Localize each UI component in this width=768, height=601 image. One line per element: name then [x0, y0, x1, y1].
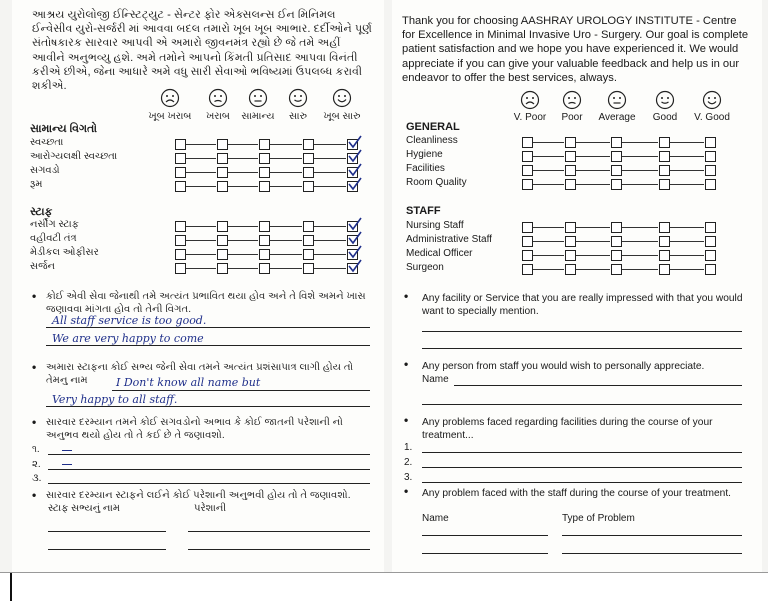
dotted-connector: [314, 226, 346, 227]
dotted-connector: [228, 254, 258, 255]
rating-checkbox[interactable]: [611, 165, 622, 176]
answer-line[interactable]: [422, 348, 742, 349]
rating-checkbox[interactable]: [175, 249, 186, 260]
rating-label-very-poor: V. Poor: [513, 112, 547, 123]
dotted-connector: [670, 269, 704, 270]
answer-line[interactable]: [48, 454, 370, 455]
rating-checkbox[interactable]: [175, 167, 186, 178]
rating-checkbox[interactable]: [611, 222, 622, 233]
general-section-title: સામાન્ય વિગતો: [30, 123, 98, 135]
bullet: •: [404, 289, 409, 303]
dotted-connector: [622, 269, 658, 270]
dotted-connector: [670, 142, 704, 143]
rating-checkbox[interactable]: [303, 167, 314, 178]
rating-checkbox[interactable]: [522, 137, 533, 148]
neutral-face-icon: [248, 88, 268, 108]
dotted-connector: [186, 254, 216, 255]
sad-face-icon: [562, 90, 582, 110]
rating-checkbox[interactable]: [303, 153, 314, 164]
rating-checkbox[interactable]: [659, 264, 670, 275]
dotted-connector: [576, 156, 610, 157]
dotted-connector: [622, 170, 658, 171]
rating-checkbox[interactable]: [565, 236, 576, 247]
handwritten-check-mark: [347, 258, 363, 279]
bullet: •: [404, 413, 409, 427]
dotted-connector: [228, 268, 258, 269]
rating-checkbox[interactable]: [217, 139, 228, 150]
row-label-nursing-staff: નર્સીંગ સ્ટાફ: [30, 219, 79, 230]
rating-checkbox[interactable]: [303, 263, 314, 274]
rating-checkbox[interactable]: [705, 236, 716, 247]
dotted-connector: [186, 172, 216, 173]
staff-section-title: સ્ટાફ: [30, 206, 53, 218]
rating-checkbox[interactable]: [611, 250, 622, 261]
rating-label-good: સારુ: [289, 111, 307, 122]
dotted-connector: [670, 227, 704, 228]
rating-checkbox[interactable]: [705, 165, 716, 176]
rating-checkbox[interactable]: [303, 249, 314, 260]
answer-line[interactable]: [46, 345, 370, 346]
dotted-connector: [314, 158, 346, 159]
name-label: Name: [422, 374, 449, 385]
english-page: [392, 0, 762, 572]
dotted-connector: [270, 158, 302, 159]
intro-text-gujarati: આશ્રય યુરોલોજી ઈન્સ્ટિટ્યુટ - સેન્ટર ફોર એક્સલન્સ ઈન મિનિમલ ઈન્વેસીવ યુરો-સર્જરી માં આવવા બદલ તમારો ખૂબ ખૂબ આભાર. દર્દીઓને પૂર્ણ સંતોષકારક સારવાર આપવી એ અમારો જીવનમંત્ર રહ્યો છે જે તમે અહીં આવીને અનુભવ્યુ હશે. અમે તમોને આપનો કિંમતી પ્રતિસાદ આપવા વિનંતી કરીએ છીએ, જેના આધારે અમે વધુ સારી સેવાઓ ભવિષ્યમાં ઉપલબ્ધ કરાવી શકીએ.: [32, 9, 372, 93]
rating-checkbox[interactable]: [611, 264, 622, 275]
answer-line[interactable]: [422, 404, 742, 405]
rating-checkbox[interactable]: [303, 139, 314, 150]
happy-face-icon: [655, 90, 675, 110]
answer-line[interactable]: [112, 390, 370, 391]
rating-checkbox[interactable]: [259, 181, 270, 192]
answer-line[interactable]: [48, 549, 166, 550]
row-label-facilities: સગવડો: [30, 165, 60, 176]
rating-checkbox[interactable]: [611, 236, 622, 247]
row-label-room: રૂમ: [30, 179, 43, 190]
list-number: ૩.: [32, 473, 42, 484]
dotted-connector: [228, 240, 258, 241]
dotted-connector: [186, 158, 216, 159]
dotted-connector: [270, 240, 302, 241]
rating-checkbox[interactable]: [175, 263, 186, 274]
dotted-connector: [576, 170, 610, 171]
rating-checkbox[interactable]: [303, 235, 314, 246]
dotted-connector: [270, 268, 302, 269]
rating-checkbox[interactable]: [705, 179, 716, 190]
rating-checkbox[interactable]: [175, 139, 186, 150]
rating-checkbox[interactable]: [217, 153, 228, 164]
answer-line[interactable]: [48, 469, 370, 470]
sad-face-icon: [208, 88, 228, 108]
question-4-gujarati: સારવાર દરમ્યાન સ્ટાફને લઈને કોઈ પરેશાની અનુભવી હોય તો તે જણાવશો.: [46, 490, 351, 501]
handwritten-dash: [62, 450, 72, 451]
dotted-connector: [314, 186, 346, 187]
handwritten-answer-q2-line1: I Don't know all name but: [116, 376, 261, 389]
rating-checkbox[interactable]: [175, 153, 186, 164]
dotted-connector: [270, 186, 302, 187]
question-1-gujarati: કોઈ એવી સેવા જેનાથી તમે અત્યંત પ્રભાવિત થયા હોવ અને તે વિશે અમને ખાસ જણાવવા માંગતા હોવ તો તેની વિગત.: [46, 291, 366, 315]
rating-checkbox[interactable]: [565, 165, 576, 176]
row-label-facilities: Facilities: [406, 163, 445, 174]
rating-checkbox[interactable]: [259, 221, 270, 232]
answer-line[interactable]: [422, 535, 548, 536]
very-happy-face-icon: [332, 88, 352, 108]
answer-line[interactable]: [454, 385, 742, 386]
dotted-connector: [533, 255, 564, 256]
dotted-connector: [270, 254, 302, 255]
dotted-connector: [670, 255, 704, 256]
rating-checkbox[interactable]: [565, 250, 576, 261]
rating-label-poor: Poor: [561, 112, 583, 123]
dotted-connector: [576, 142, 610, 143]
dotted-connector: [186, 186, 216, 187]
rating-checkbox[interactable]: [522, 151, 533, 162]
row-label-administration: વહીવટી તંત્ર: [30, 233, 77, 244]
very-sad-face-icon: [160, 88, 180, 108]
list-number: 3.: [404, 472, 413, 483]
dotted-connector: [314, 268, 346, 269]
dotted-connector: [670, 156, 704, 157]
rating-checkbox[interactable]: [217, 167, 228, 178]
rating-checkbox[interactable]: [259, 235, 270, 246]
rating-checkbox[interactable]: [611, 137, 622, 148]
row-label-medical-officer: Medical Officer: [406, 248, 473, 259]
gujarati-page: [12, 0, 384, 572]
dotted-connector: [670, 170, 704, 171]
answer-line[interactable]: [422, 452, 742, 453]
answer-line[interactable]: [48, 483, 370, 484]
rating-checkbox[interactable]: [175, 181, 186, 192]
rating-checkbox[interactable]: [217, 263, 228, 274]
rating-checkbox[interactable]: [565, 222, 576, 233]
dotted-connector: [576, 241, 610, 242]
page-bottom-edge: [0, 572, 768, 601]
dotted-connector: [533, 227, 564, 228]
dotted-connector: [228, 226, 258, 227]
dotted-connector: [270, 144, 302, 145]
rating-checkbox[interactable]: [565, 264, 576, 275]
column-label-type-of-problem: Type of Problem: [562, 513, 635, 524]
rating-label-very-good: V. Good: [694, 112, 730, 123]
row-label-surgeon: સર્જન: [30, 261, 56, 272]
dotted-connector: [270, 226, 302, 227]
rating-checkbox[interactable]: [522, 179, 533, 190]
rating-checkbox[interactable]: [565, 137, 576, 148]
row-label-cleanliness: સ્વચ્છતા: [30, 137, 64, 148]
dotted-connector: [533, 241, 564, 242]
intro-text-english: Thank you for choosing AASHRAY UROLOGY INSTITUTE - Centre for Excellence in Minimal Invasive Uro - Surgery. Our goal is complete patient satisfaction and we hope you have experienced it. We would appreciate if you can give your valuable feedback and help us in our endeavor to offer the best services, always.: [402, 15, 749, 84]
row-label-administrative-staff: Administrative Staff: [406, 234, 492, 245]
dotted-connector: [576, 269, 610, 270]
answer-line[interactable]: [48, 531, 166, 532]
rating-checkbox[interactable]: [175, 235, 186, 246]
dotted-connector: [186, 240, 216, 241]
rating-checkbox[interactable]: [217, 181, 228, 192]
rating-label-poor: ખરાબ: [206, 111, 230, 122]
handwritten-check-mark: [347, 176, 363, 197]
dotted-connector: [228, 172, 258, 173]
rating-checkbox[interactable]: [611, 179, 622, 190]
rating-checkbox[interactable]: [705, 250, 716, 261]
dotted-connector: [622, 156, 658, 157]
rating-checkbox[interactable]: [522, 222, 533, 233]
dotted-connector: [314, 172, 346, 173]
list-number: 1.: [404, 442, 413, 453]
dotted-connector: [576, 227, 610, 228]
row-label-nursing-staff: Nursing Staff: [406, 220, 464, 231]
rating-checkbox[interactable]: [565, 179, 576, 190]
dotted-connector: [622, 184, 658, 185]
handwritten-answer-q1-line1: All staff service is too good.: [52, 314, 207, 327]
dotted-connector: [576, 255, 610, 256]
bullet: •: [32, 289, 37, 303]
column-label-name: Name: [422, 513, 449, 524]
rating-checkbox[interactable]: [659, 151, 670, 162]
row-label-surgeon: Surgeon: [406, 262, 444, 273]
rating-checkbox[interactable]: [259, 249, 270, 260]
rating-checkbox[interactable]: [522, 165, 533, 176]
answer-line[interactable]: [46, 406, 370, 407]
list-number: ૧.: [32, 444, 40, 455]
column-label-problem: પરેશાની: [194, 503, 227, 514]
question-4-english: Any problem faced with the staff during the course of your treatment.: [422, 488, 731, 499]
dotted-connector: [533, 269, 564, 270]
very-happy-face-icon: [702, 90, 722, 110]
answer-line[interactable]: [422, 467, 742, 468]
dotted-connector: [533, 170, 564, 171]
rating-checkbox[interactable]: [217, 221, 228, 232]
dotted-connector: [186, 268, 216, 269]
dotted-connector: [314, 254, 346, 255]
question-3-english: Any problems faced regarding facilities during the course of your treatment...: [422, 417, 713, 441]
question-1-english: Any facility or Service that you are really impressed with that you would want to specially mention.: [422, 293, 743, 317]
row-label-hygiene: Hygiene: [406, 149, 443, 160]
rating-checkbox[interactable]: [217, 235, 228, 246]
row-label-medical-officer: મેડીકલ ઓફીસર: [30, 247, 99, 258]
very-sad-face-icon: [520, 90, 540, 110]
answer-line[interactable]: [422, 553, 548, 554]
rating-checkbox[interactable]: [259, 263, 270, 274]
happy-face-icon: [288, 88, 308, 108]
rating-label-average: Average: [598, 112, 636, 123]
handwritten-dash: [62, 464, 72, 465]
rating-checkbox[interactable]: [659, 236, 670, 247]
bullet: •: [404, 484, 409, 498]
rating-checkbox[interactable]: [705, 264, 716, 275]
column-label-staff-name: સ્ટાફ સભ્યનું નામ: [48, 503, 120, 514]
handwritten-answer-q1-line2: We are very happy to come: [52, 332, 204, 345]
dotted-connector: [533, 156, 564, 157]
general-section-title: GENERAL: [406, 121, 460, 133]
rating-checkbox[interactable]: [659, 165, 670, 176]
dotted-connector: [228, 158, 258, 159]
rating-checkbox[interactable]: [259, 139, 270, 150]
rating-checkbox[interactable]: [303, 181, 314, 192]
rating-label-very-poor: ખૂબ ખરાબ: [148, 111, 192, 122]
row-label-cleanliness: Cleanliness: [406, 135, 458, 146]
dotted-connector: [186, 144, 216, 145]
dotted-connector: [228, 144, 258, 145]
dotted-connector: [533, 142, 564, 143]
rating-checkbox[interactable]: [705, 151, 716, 162]
rating-checkbox[interactable]: [705, 222, 716, 233]
rating-checkbox[interactable]: [565, 151, 576, 162]
rating-checkbox[interactable]: [259, 153, 270, 164]
neutral-face-icon: [607, 90, 627, 110]
staff-section-title: STAFF: [406, 205, 441, 217]
dotted-connector: [622, 227, 658, 228]
rating-checkbox[interactable]: [522, 236, 533, 247]
question-2-english: Any person from staff you would wish to personally appreciate.: [422, 361, 705, 372]
rating-checkbox[interactable]: [659, 137, 670, 148]
dotted-connector: [186, 226, 216, 227]
rating-label-very-good: ખૂબ સારુ: [323, 111, 361, 122]
question-2-gujarati: અમારા સ્ટાફના કોઈ સભ્ય જેની સેવા તમને અત્યંત પ્રશંસાપાત્ર લાગી હોય તો તેમનુ નામ: [46, 362, 354, 386]
bullet: •: [404, 357, 409, 371]
dotted-connector: [622, 255, 658, 256]
rating-checkbox[interactable]: [659, 250, 670, 261]
rating-checkbox[interactable]: [659, 222, 670, 233]
answer-line[interactable]: [562, 535, 742, 536]
dotted-connector: [533, 184, 564, 185]
rating-checkbox[interactable]: [259, 167, 270, 178]
answer-line[interactable]: [188, 531, 370, 532]
rating-checkbox[interactable]: [659, 179, 670, 190]
answer-line[interactable]: [562, 553, 742, 554]
dotted-connector: [622, 142, 658, 143]
dotted-connector: [314, 240, 346, 241]
bullet: •: [32, 360, 37, 374]
dotted-connector: [670, 184, 704, 185]
row-label-room-quality: Room Quality: [406, 177, 467, 188]
dotted-connector: [314, 144, 346, 145]
question-3-gujarati: સારવાર દરમ્યાન તમને કોઈ સગવડોનો અભાવ કે કોઈ જાતની પરેશાની નો અનુભવ થયો હોય તો તે કઈ છે તે જણાવશો.: [46, 417, 343, 441]
rating-checkbox[interactable]: [522, 250, 533, 261]
answer-line[interactable]: [46, 327, 370, 328]
rating-label-average: સામાન્ય: [241, 111, 275, 122]
list-number: ૨.: [32, 459, 41, 470]
row-label-hygiene: આરોગ્યલક્ષી સ્વચ્છતા: [30, 151, 118, 162]
rating-checkbox[interactable]: [705, 137, 716, 148]
dotted-connector: [228, 186, 258, 187]
dotted-connector: [270, 172, 302, 173]
dotted-connector: [622, 241, 658, 242]
answer-line[interactable]: [422, 331, 742, 332]
rating-checkbox[interactable]: [522, 264, 533, 275]
rating-checkbox[interactable]: [611, 151, 622, 162]
list-number: 2.: [404, 457, 413, 468]
rating-label-good: Good: [652, 112, 678, 123]
bullet: •: [32, 415, 37, 429]
dotted-connector: [576, 184, 610, 185]
rating-checkbox[interactable]: [217, 249, 228, 260]
rating-checkbox[interactable]: [303, 221, 314, 232]
rating-checkbox[interactable]: [175, 221, 186, 232]
dotted-connector: [670, 241, 704, 242]
handwritten-answer-q2-line2: Very happy to all staff.: [52, 393, 178, 406]
answer-line[interactable]: [422, 482, 742, 483]
bullet: •: [32, 488, 37, 502]
answer-line[interactable]: [188, 549, 370, 550]
